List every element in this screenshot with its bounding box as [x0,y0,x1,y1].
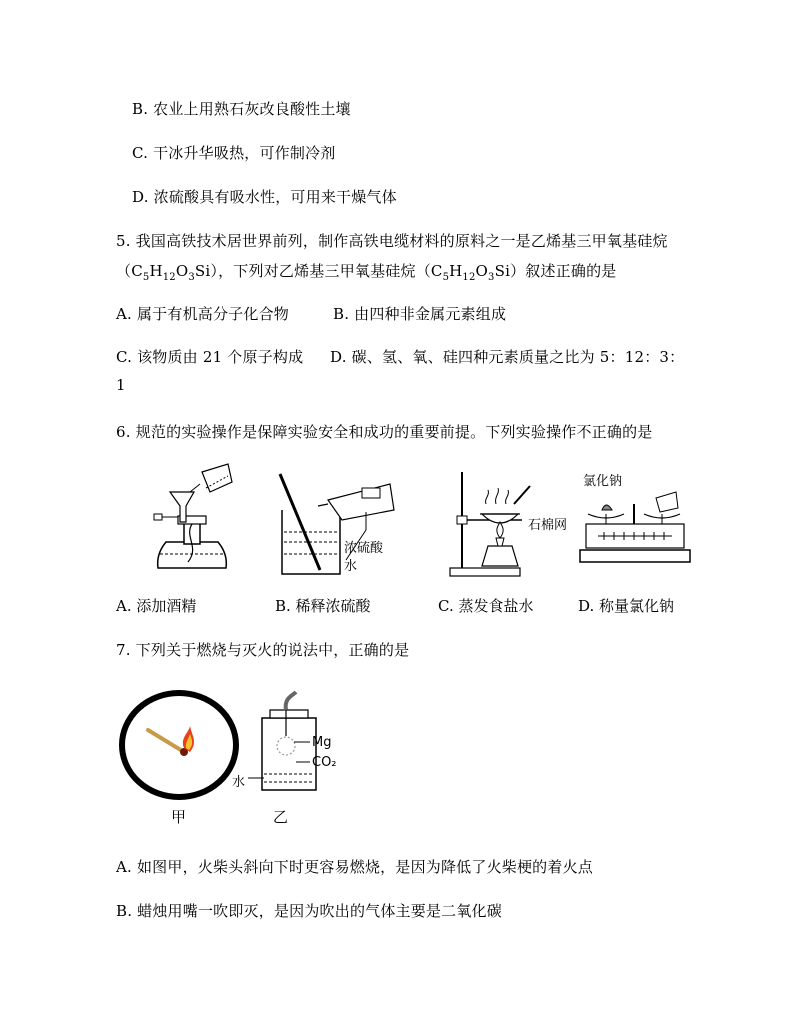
sub-12: 12 [162,272,176,283]
figure-balance [574,488,694,568]
label-water-yi: 水 [232,775,246,790]
h-symbol: H [149,262,163,280]
q7-option-a: A. 如图甲，火柴头斜向下时更容易燃烧，是因为降低了火柴梗的着火点 [116,858,593,876]
label-asbestos-net: 石棉网 [528,518,568,533]
q4-option-b: B. 农业上用熟石灰改良酸性土壤 [132,100,351,118]
sub-3: 3 [188,272,195,283]
q6-caption-c: C. 蒸发食盐水 [438,597,534,615]
figure-mg-co2-yi [240,690,350,800]
q5-stem-line2 [116,260,616,283]
figure-match-jia [118,690,240,800]
q5-option-d-cont: 1 [116,376,126,394]
sub-5: 5 [142,272,150,283]
o-symbol: O [175,262,189,280]
q6-caption-a: A. 添加酒精 [116,597,197,615]
figure-diluting-acid [270,470,410,580]
label-water-b: 水 [344,559,358,574]
label-conc-acid: 浓硫酸 [344,541,384,556]
label-sodium-chloride: 氯化钠 [583,474,623,489]
sub-3b: 3 [488,272,495,283]
sub-12b: 12 [462,272,476,283]
q5-option-a: A. 属于有机高分子化合物 [116,305,289,323]
label-mg: Mg [312,735,332,750]
q4-option-c: C. 干冰升华吸热，可作制冷剂 [132,144,336,162]
formula-prefix: （C [116,262,143,280]
q6-caption-b: B. 稀释浓硫酸 [275,597,371,615]
q5-option-c: C. 该物质由 21 个原子构成 [116,348,304,366]
label-co2: CO₂ [312,755,337,770]
caption-yi: 乙 [273,808,289,826]
q6-caption-d: D. 称量氯化钠 [578,597,675,615]
q5-option-b: B. 由四种非金属元素组成 [333,305,507,323]
formula-end: Si）叙述正确的是 [494,262,617,280]
q4-option-d: D. 浓硫酸具有吸水性，可用来干燥气体 [132,188,397,206]
figure-adding-alcohol [148,462,248,582]
q6-stem: 6. 规范的实验操作是保障实验安全和成功的重要前提。下列实验操作不正确的是 [116,423,653,441]
q5-stem-line1: 5. 我国高铁技术居世界前列，制作高铁电缆材料的原料之一是乙烯基三甲氧基硅烷 [116,232,668,250]
h-symbol-b: H [449,262,463,280]
caption-jia: 甲 [171,808,187,826]
o-symbol-b: O [475,262,489,280]
formula-mid: Si），下列对乙烯基三甲氧基硅烷（C [194,262,443,280]
q5-option-d: D. 碳、氢、氧、硅四种元素质量之比为 5：12：3： [330,348,685,366]
q7-stem: 7. 下列关于燃烧与灭火的说法中，正确的是 [116,641,410,659]
sub-5b: 5 [442,272,450,283]
q7-option-b: B. 蜡烛用嘴一吹即灭，是因为吹出的气体主要是二氧化碳 [116,902,502,920]
